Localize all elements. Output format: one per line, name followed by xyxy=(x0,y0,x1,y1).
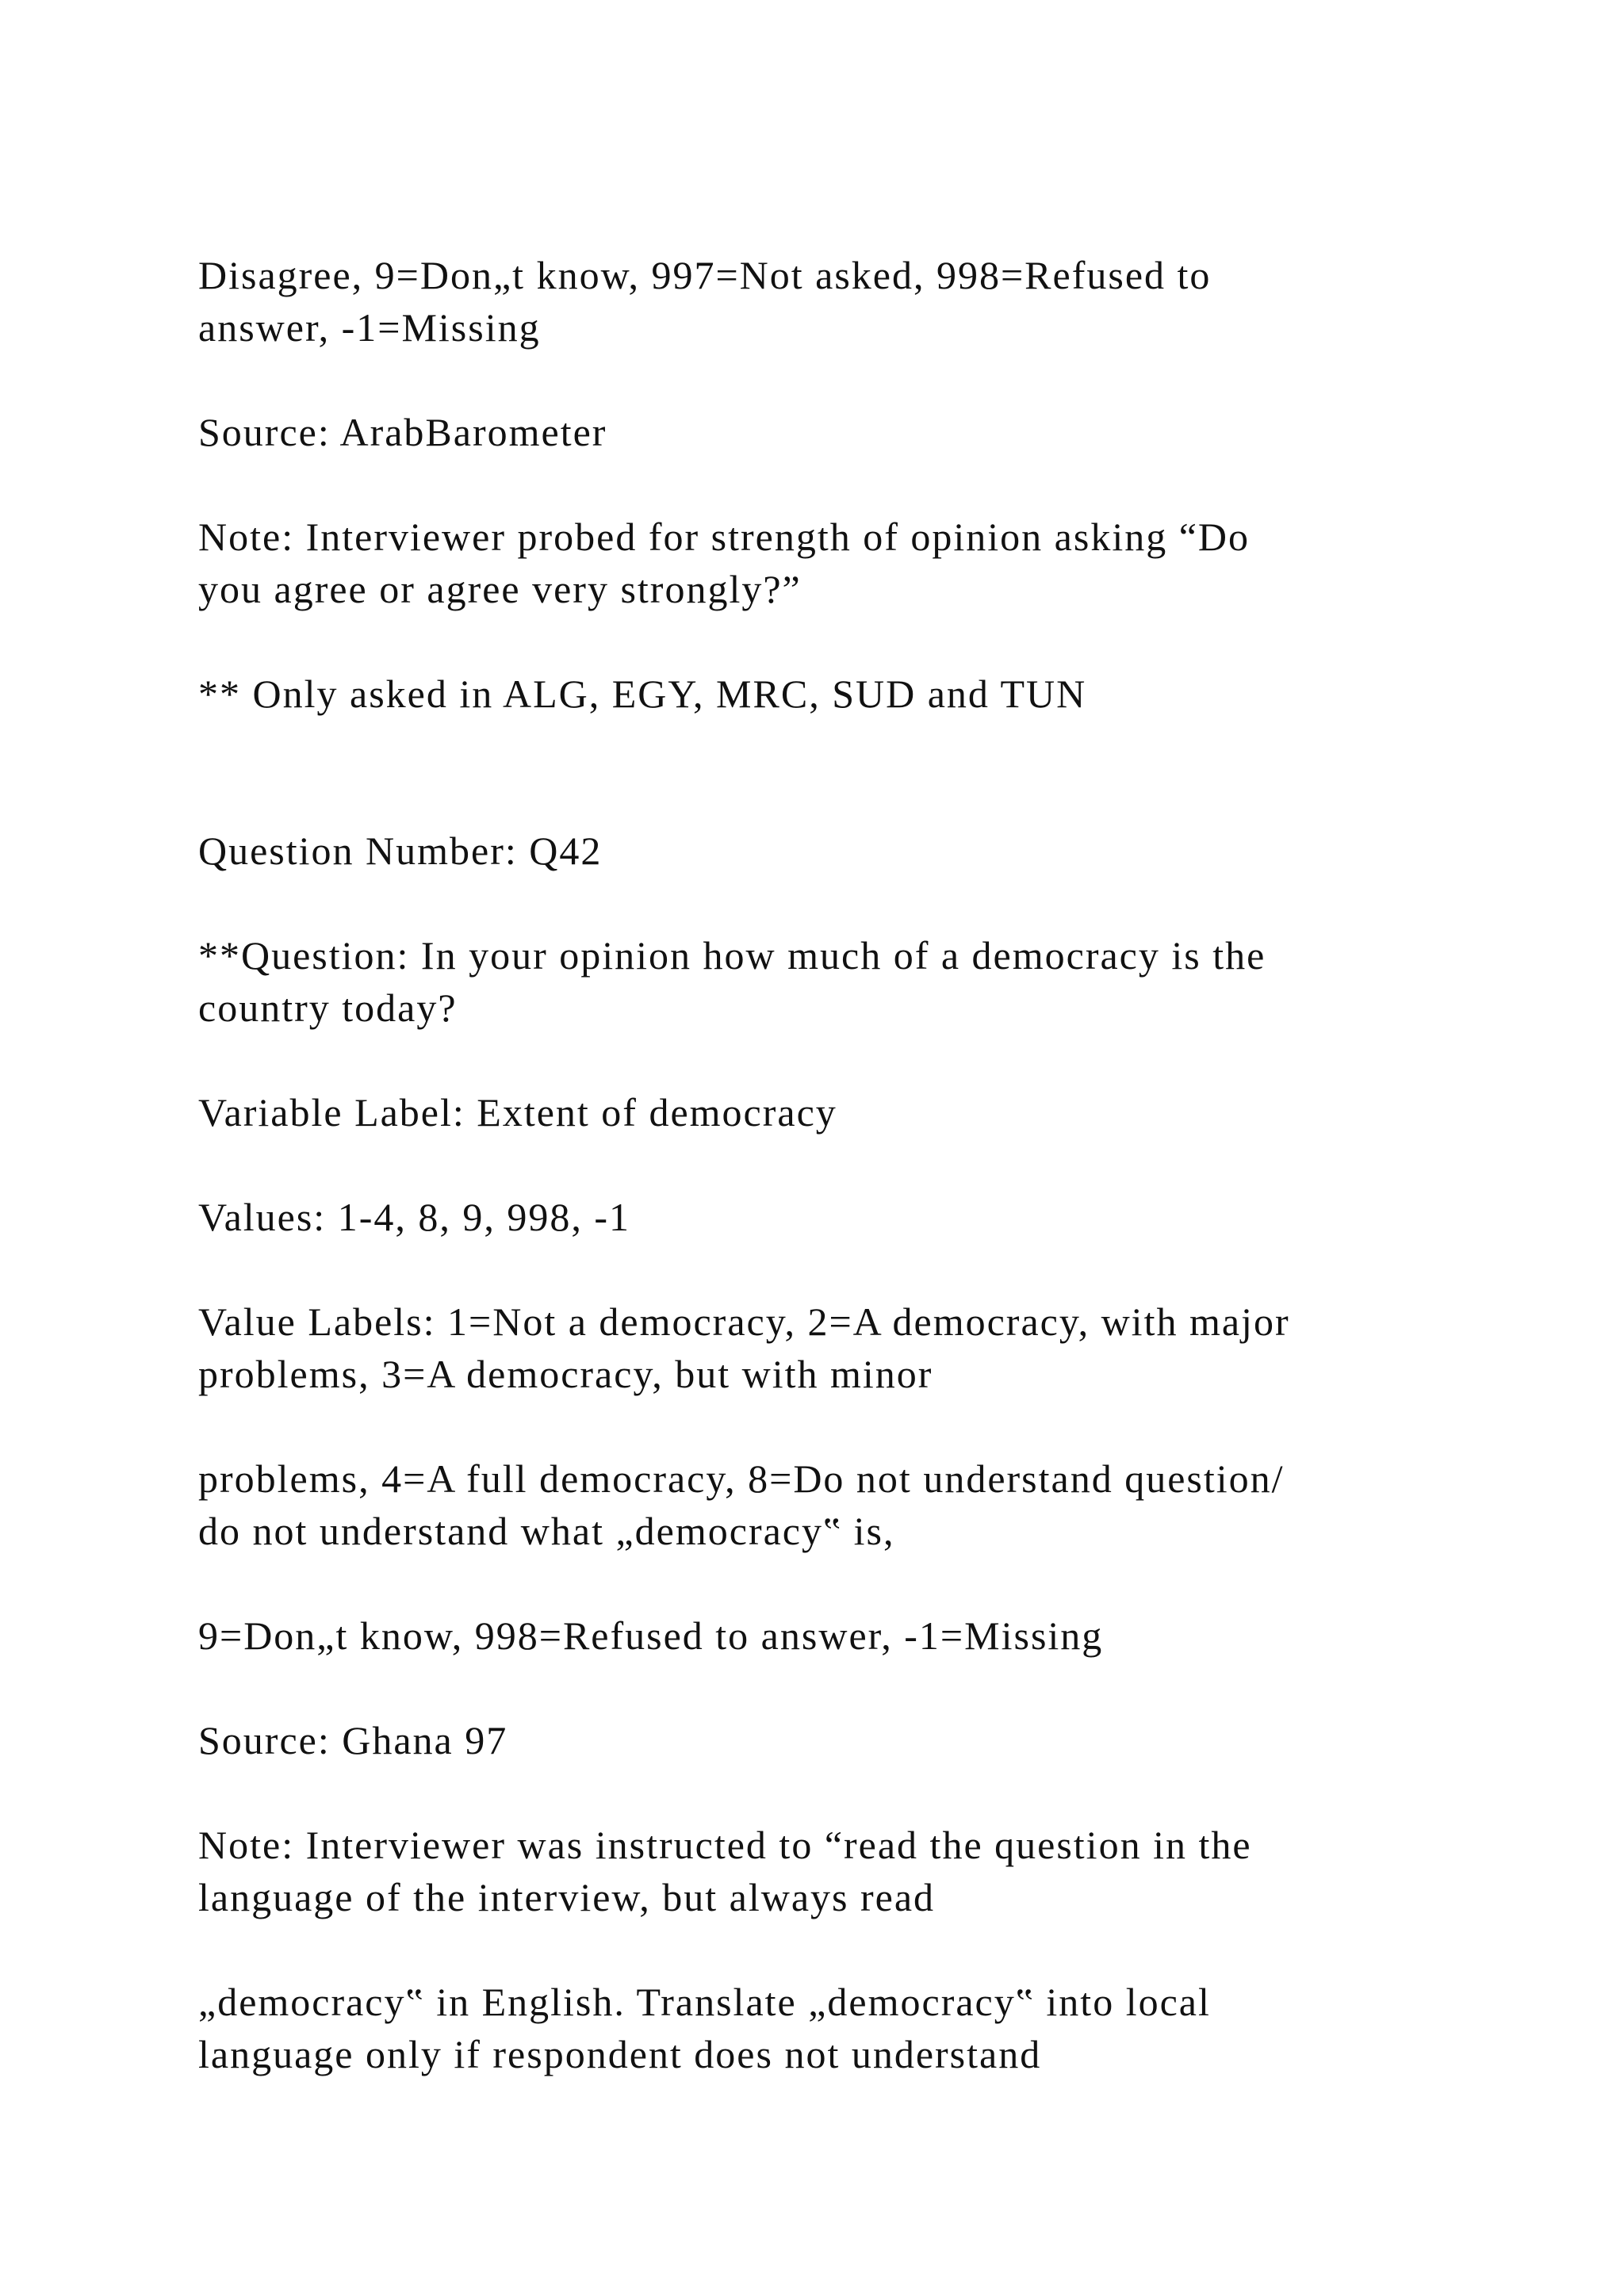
value-labels-line-2: problems, 3=A democracy, but with minor xyxy=(198,1352,933,1396)
note2-line-4: language only if respondent does not understand xyxy=(198,2032,1042,2076)
source-line-1: Source: ArabBarometer xyxy=(198,410,607,454)
source-line-2: Source: Ghana 97 xyxy=(198,1718,508,1762)
variable-label-line: Variable Label: Extent of democracy xyxy=(198,1090,837,1135)
note2-line-3: „democracy‟ in English. Translate „democracy‟ into local xyxy=(198,1980,1211,2024)
asked-in-line: ** Only asked in ALG, EGY, MRC, SUD and TUN xyxy=(198,672,1087,716)
question-number-line: Question Number: Q42 xyxy=(198,828,603,873)
text-line-2: answer, -1=Missing xyxy=(198,305,541,350)
note2-line-2: language of the interview, but always read xyxy=(198,1875,936,1919)
text-line-1: Disagree, 9=Don„t know, 997=Not asked, 998=Refused to xyxy=(198,253,1212,297)
question-line-2: country today? xyxy=(198,985,458,1030)
value-labels-line-3: problems, 4=A full democracy, 8=Do not understand question/ xyxy=(198,1456,1285,1501)
question-line-1: **Question: In your opinion how much of a democracy is the xyxy=(198,933,1266,978)
note2-line-1: Note: Interviewer was instructed to “read the question in the xyxy=(198,1823,1252,1867)
note-line-1: Note: Interviewer probed for strength of opinion asking “Do xyxy=(198,515,1251,559)
note-line-2: you agree or agree very strongly?” xyxy=(198,567,802,611)
value-labels-line-5: 9=Don„t know, 998=Refused to answer, -1=Missing xyxy=(198,1613,1104,1658)
value-labels-line-1: Value Labels: 1=Not a democracy, 2=A democracy, with major xyxy=(198,1299,1290,1344)
value-labels-line-4: do not understand what „democracy‟ is, xyxy=(198,1509,895,1553)
values-line: Values: 1-4, 8, 9, 998, -1 xyxy=(198,1195,630,1239)
